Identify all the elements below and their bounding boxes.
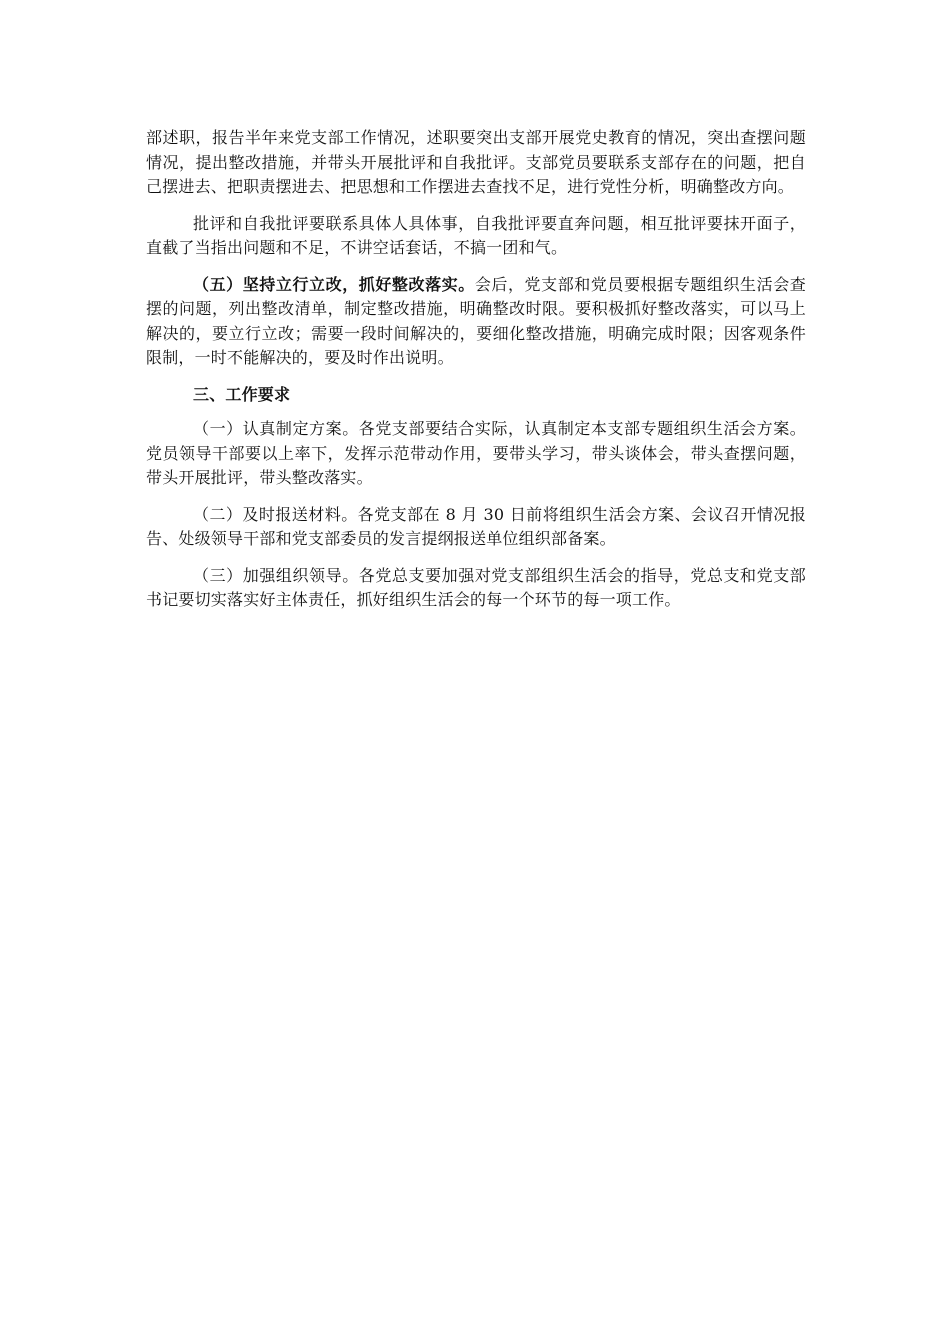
- requirement-three: （三）加强组织领导。各党总支要加强对党支部组织生活会的指导，党总支和党支部书记要切实落实好主体责任，抓好组织生活会的每一个环节的每一项工作。: [146, 565, 806, 609]
- item-five-text: 会后，党支部和党员要根据专题组织生活会查摆的问题，列出整改清单，制定整改措施，明确整改时限。要积极抓好整改落实，可以马上解决的，要立行立改；需要一段时间解决的，要细化整改措施，明确完成时限；因客观条件限制，一时不能解决的，要及时作出说明。: [146, 274, 806, 367]
- item-five-lead: （五）坚持立行立改，抓好整改落实。: [193, 274, 475, 294]
- requirement-two: （二）及时报送材料。各党支部在 8 月 30 日前将组织生活会方案、会议召开情况报告、处级领导干部和党支部委员的发言提纲报送单位组织部备案。: [146, 504, 806, 548]
- requirement-one: （一）认真制定方案。各党支部要结合实际，认真制定本支部专题组织生活会方案。党员领导干部要以上率下，发挥示范带动作用，要带头学习，带头谈体会，带头查摆问题，带头开展批评，带头整改落实。: [146, 419, 806, 487]
- paragraph-criticism: 批评和自我批评要联系具体人具体事，自我批评要直奔问题，相互批评要抹开面子，直截了当指出问题和不足，不讲空话套话，不搞一团和气。: [146, 213, 806, 257]
- paragraph-report-duty: 部述职，报告半年来党支部工作情况，述职要突出支部开展党史教育的情况，突出查摆问题情况，提出整改措施，并带头开展批评和自我批评。支部党员要联系支部存在的问题，把自己摆进去、把职责摆进去、把思想和工作摆进去查找不足，进行党性分析，明确整改方向。: [146, 128, 806, 196]
- paragraph-item-five: [146, 273, 806, 371]
- document-body: [146, 126, 806, 625]
- section-three-heading: 三、工作要求: [193, 384, 291, 404]
